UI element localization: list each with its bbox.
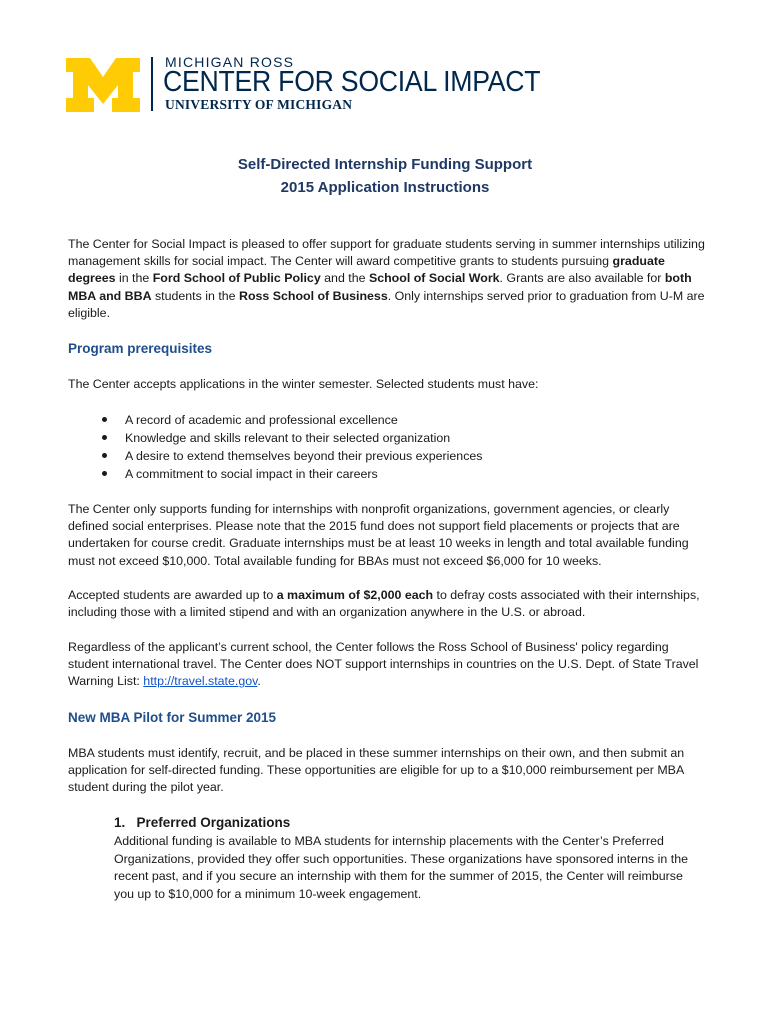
travel-paragraph [68, 639, 708, 691]
document-title: Self-Directed Internship Funding Support [237, 156, 533, 173]
block-m-logo-icon [66, 58, 140, 112]
section-heading-prerequisites: Program prerequisites [68, 341, 213, 356]
logo-university: UNIVERSITY OF MICHIGAN [165, 97, 353, 112]
award-text-2: to defray costs associated with their internships, including those with a limited stipend and with an organization anywhere in the U.S. or abroad. [68, 588, 700, 620]
list-item: A desire to extend themselves beyond their previous experiences [99, 447, 482, 465]
intro-text-4: . Grants are also available for [499, 271, 665, 286]
intro-text-6: . Only internships served prior to graduation from U-M are eligible. [68, 288, 705, 320]
intro-bold-5: Ross School of Business [239, 288, 388, 303]
prerequisites-lead: The Center accepts applications in the winter semester. Selected students must have: [68, 377, 539, 391]
funding-paragraph: The Center only supports funding for internships with nonprofit organizations, government agencies, or clearly defined social enterprises. Please note that the 2015 fund does not support field placements or projects that are undertaken for course credit. Graduate internships must be at least 10 weeks in length and total available funding must not exceed $10,000. Total available funding for BBAs must not exceed $6,000 for 10 weeks. [68, 502, 689, 568]
pilot-paragraph: MBA students must identify, recruit, and be placed in these summer internships on their own, and then submit an application for self-directed funding. These opportunities are eligible for up to a $10,000 reimbursement per MBA student during the pilot year. [68, 746, 685, 795]
award-paragraph [68, 587, 708, 621]
preferred-organizations-paragraph: Additional funding is available to MBA students for internship placements with the Center’s Preferred Organizations, provided they offer such opportunities. These organizations have sponsored interns in the recent past, and if you secure an internship with them for the summer of 2015, the Center will reimburse you up to $10,000 for a minimum 10-week engagement. [114, 834, 688, 901]
logo-michigan-ross: MICHIGAN ROSS [165, 54, 295, 70]
intro-bold-2: Ford School of Public Policy [152, 271, 321, 286]
intro-bold-1: graduate degrees [68, 254, 665, 286]
intro-bold-4: both MBA and BBA [68, 271, 692, 303]
award-text-1: Accepted students are awarded up to [68, 588, 277, 602]
intro-text-2: in the [115, 271, 153, 286]
list-item: Knowledge and skills relevant to their selected organization [99, 429, 482, 447]
document-subtitle: 2015 Application Instructions [280, 179, 490, 196]
intro-bold-3: School of Social Work [368, 271, 500, 286]
intro-text-1: The Center for Social Impact is pleased to offer support for graduate students serving in summer internships utilizing management skills for social impact. The Center will award competitive grants to students pursuing [68, 237, 705, 269]
list-item: A record of academic and professional excellence [99, 411, 482, 429]
award-amount: a maximum of $2,000 each [276, 588, 434, 602]
section-heading-mba-pilot: New MBA Pilot for Summer 2015 [68, 710, 277, 725]
logo-center-name: CENTER FOR SOCIAL IMPACT [163, 66, 541, 98]
prerequisites-list [99, 411, 482, 483]
logo-divider [151, 57, 153, 111]
travel-text: Regardless of the applicant’s current school, the Center follows the Ross School of Business' policy regarding student international travel. The Center does NOT support internships in countries on the U.S. Dept. of State Travel Warning List: [68, 640, 699, 689]
travel-warning-link[interactable]: http://travel.state.gov [143, 674, 258, 689]
travel-text-end: . [257, 674, 261, 689]
intro-paragraph [68, 236, 708, 322]
list-item: A commitment to social impact in their careers [99, 465, 482, 483]
intro-text-5: students in the [151, 288, 239, 303]
intro-text-3: and the [320, 271, 369, 286]
preferred-organizations-heading: 1. Preferred Organizations [114, 815, 291, 830]
